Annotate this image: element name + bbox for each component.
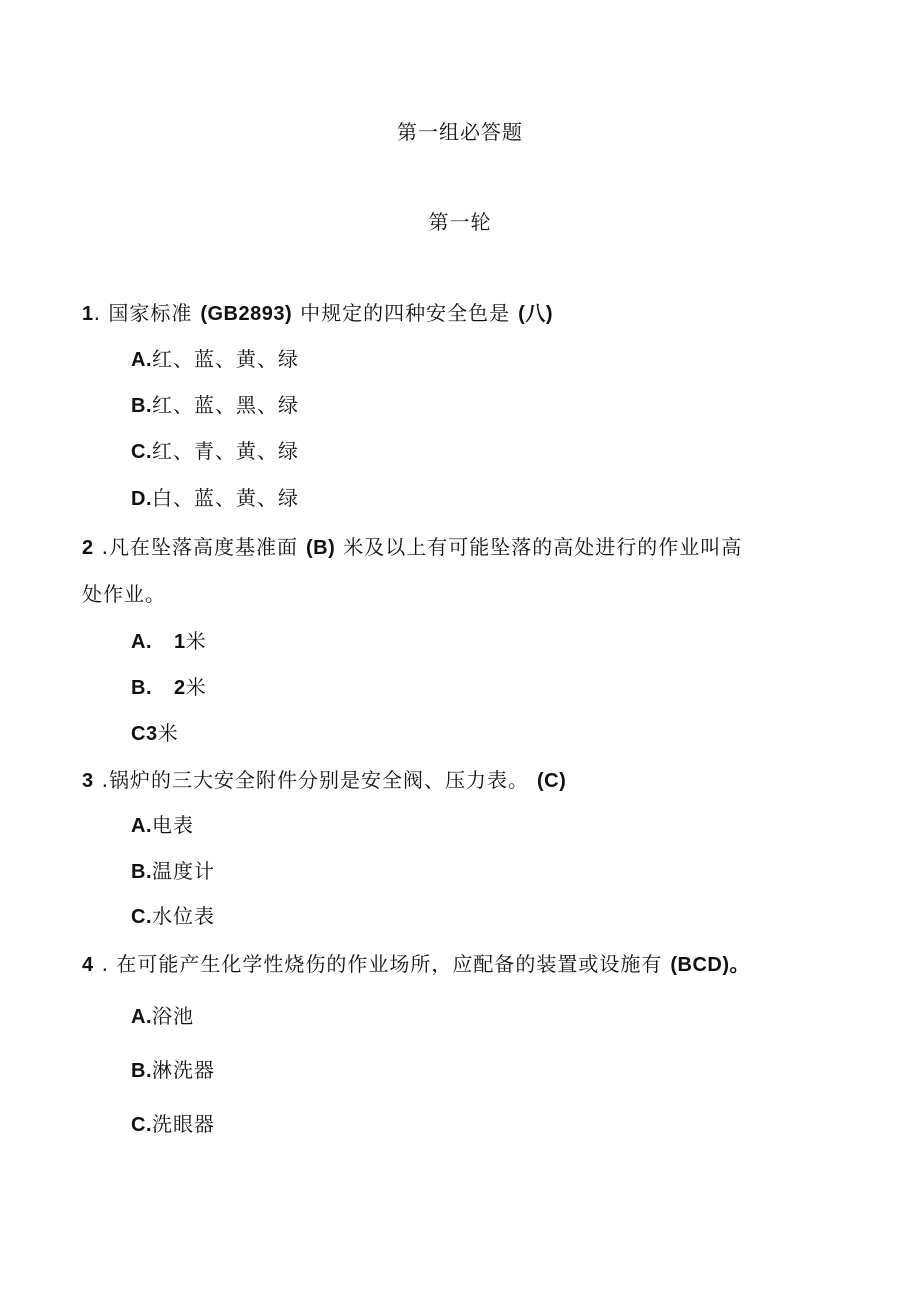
option-letter: C. — [131, 906, 152, 928]
question-2-continuation: 处作业。 — [82, 582, 166, 606]
question-text: 中规定的四种安全色是 — [300, 301, 511, 325]
option-letter: C3 — [131, 723, 158, 745]
group-title: 第一组必答题 — [397, 120, 523, 144]
answer: (八) — [518, 303, 553, 325]
option-number: 1 — [174, 631, 186, 653]
answer: (B) — [305, 537, 336, 559]
option — [131, 1110, 215, 1139]
option-text: 浴池 — [152, 1004, 194, 1028]
option — [131, 1056, 215, 1085]
option — [131, 811, 194, 840]
option — [131, 1002, 194, 1031]
question-2 — [82, 533, 742, 562]
option-letter: A. — [131, 1006, 152, 1028]
option — [131, 391, 299, 420]
option-text: 红、蓝、黑、绿 — [152, 393, 299, 417]
round-title: 第一轮 — [428, 210, 492, 234]
option — [131, 345, 299, 374]
option-letter: B. — [131, 395, 152, 417]
option-text: 温度计 — [152, 859, 215, 883]
answer: (C) — [536, 770, 567, 792]
option — [131, 902, 215, 931]
option — [131, 719, 179, 748]
option-letter: A. — [131, 631, 152, 653]
option-letter: B. — [131, 1060, 152, 1082]
option-text: 米 — [185, 675, 207, 699]
question-1 — [82, 299, 553, 328]
question-text: .锅炉的三大安全附件分别是安全阀、压力表。 — [101, 768, 529, 792]
option-text: 水位表 — [152, 904, 215, 928]
question-text: . 在可能产生化学性烧伤的作业场所，应配备的装置或设施有 — [101, 952, 663, 976]
question-number: 2 — [82, 537, 94, 559]
question-3 — [82, 766, 566, 795]
option-letter: B. — [131, 861, 152, 883]
option-text: 洗眼器 — [152, 1112, 215, 1136]
option-text: 电表 — [152, 813, 194, 837]
option — [131, 484, 299, 513]
option-text: 白、蓝、黄、绿 — [152, 486, 299, 510]
question-text: . 国家标准 — [93, 301, 193, 325]
option-letter: C. — [131, 441, 152, 463]
option — [131, 673, 207, 702]
option-text: 红、青、黄、绿 — [152, 439, 299, 463]
question-text: 米及以上有可能坠落的高处进行的作业叫高 — [343, 535, 743, 559]
option-number: 2 — [174, 677, 186, 699]
question-end: 。 — [729, 954, 750, 976]
option — [131, 437, 299, 466]
option-text: 红、蓝、黄、绿 — [152, 347, 299, 371]
option-letter: A. — [131, 349, 152, 371]
option-text: 淋洗器 — [152, 1058, 215, 1082]
option — [131, 627, 207, 656]
question-number: 3 — [82, 770, 94, 792]
option-letter: D. — [131, 488, 152, 510]
question-4 — [82, 950, 750, 979]
answer: (BCD) — [670, 954, 730, 976]
option-letter: C. — [131, 1114, 152, 1136]
option-letter: B. — [131, 677, 152, 699]
option-text: 米 — [157, 721, 179, 745]
option-text: 米 — [185, 629, 207, 653]
question-text: .凡在坠落高度基准面 — [101, 535, 298, 559]
question-number: 1 — [82, 303, 94, 325]
option — [131, 857, 215, 886]
standard-code: (GB2893) — [200, 303, 293, 325]
option-letter: A. — [131, 815, 152, 837]
question-number: 4 — [82, 954, 94, 976]
